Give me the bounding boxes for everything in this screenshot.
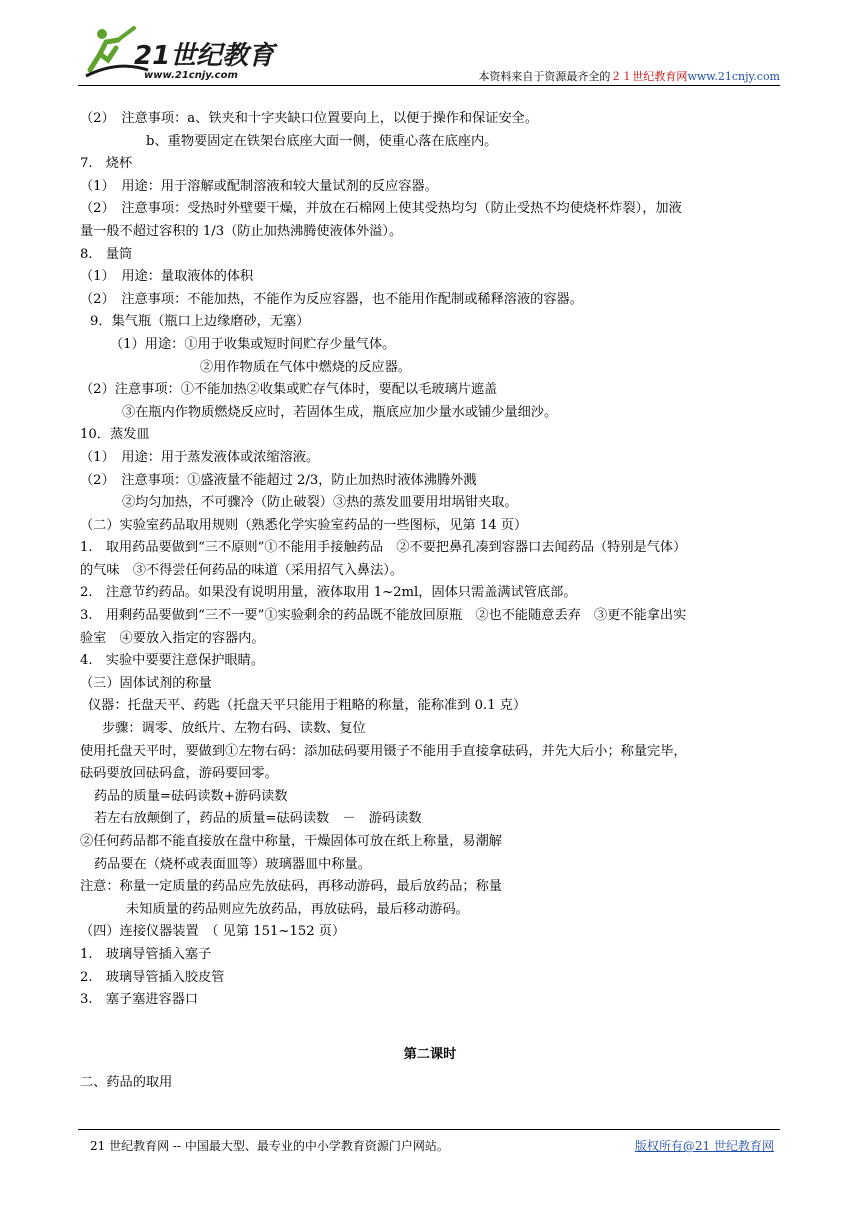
header-note: [478, 68, 780, 84]
text-line: （三）固体试剂的称量: [80, 675, 212, 691]
text-line: （2） 注意事项：受热时外壁要干燥，并放在石棉网上使其受热均匀（防止受热不均使烧杯炸裂），加液: [80, 201, 682, 217]
header-note-site[interactable]: www.21cnjy.com: [687, 70, 780, 83]
text-line: 药品的质量=砝码读数+游码读数: [94, 788, 288, 804]
copyright-link[interactable]: 版权所有@21 世纪教育网: [634, 1139, 774, 1153]
text-line: ③在瓶内作物质燃烧反应时，若固体生成，瓶底应加少量水或铺少量细沙。: [122, 404, 558, 420]
text-line: （2） 注意事项：不能加热，不能作为反应容器，也不能用作配制或稀释溶液的容器。: [80, 291, 583, 307]
text-line: （1） 用途：用于蒸发液体或浓缩溶液。: [80, 449, 320, 465]
section-title: 第二课时: [403, 1047, 457, 1062]
text-line: 3. 用剩药品要做到“三不一要”①实验剩余的药品既不能放回原瓶 ②也不能随意丢弃 ③更不能拿出实: [80, 608, 687, 624]
text-line: （1） 用途：用于溶解或配制溶液和较大量试剂的反应容器。: [80, 178, 438, 194]
text-line: 1. 取用药品要做到“三不原则”①不能用手接触药品 ②不要把鼻孔凑到容器口去闻药品（特别是气体）: [80, 540, 687, 556]
text-line: 1. 玻璃导管插入塞子: [80, 946, 212, 962]
text-line: 2. 注意节约药品。如果没有说明用量，液体取用 1~2ml，固体只需盖满试管底部。: [80, 585, 577, 601]
header-divider: [78, 85, 780, 86]
text-line: 仪器：托盘天平、药匙（托盘天平只能用于粗略的称量，能称准到 0.1 克）: [88, 698, 527, 714]
document-body: [80, 108, 780, 1012]
text-line: 4. 实验中要要注意保护眼睛。: [80, 653, 265, 669]
text-line: 二、药品的取用: [80, 1075, 173, 1090]
text-line: （2）注意事项：①不能加热②收集或贮存气体时，要配以毛玻璃片遮盖: [80, 382, 498, 398]
header-note-prefix: 本资料来自于资源最齐全的: [478, 70, 611, 83]
text-line: 量一般不超过容积的 1/3（防止加热沸腾使液体外溢）。: [80, 223, 403, 239]
page-header: [78, 20, 780, 92]
text-line: 使用托盘天平时，要做到①左物右码：添加砝码要用镊子不能用手直接拿砝码，并先大后小；称量完毕，: [80, 743, 687, 759]
text-line: 8. 量筒: [80, 246, 133, 262]
footer-text: 21 世纪教育网 -- 中国最大型、最专业的中小学教育资源门户网站。: [90, 1139, 449, 1153]
logo-text: 21世纪教育: [134, 41, 275, 71]
text-line: 砝码要放回砝码盒，游码要回零。: [80, 766, 278, 782]
text-line: 验室 ④要放入指定的容器内。: [80, 630, 265, 646]
text-line: ②任何药品都不能直接放在盘中称量，干燥固体可放在纸上称量，易潮解: [80, 834, 502, 849]
text-line: 注意：称量一定质量的药品应先放砝码，再移动游码，最后放药品；称量: [80, 879, 502, 895]
text-line: （二）实验室药品取用规则（熟悉化学实验室药品的一些图标，见第 14 页）: [80, 517, 528, 533]
logo-url: www.21cnjy.com: [144, 70, 238, 81]
text-line: 2. 玻璃导管插入胶皮管: [80, 969, 225, 985]
text-line: 的气味 ③不得尝任何药品的味道（采用招气入鼻法）。: [80, 562, 404, 578]
text-line: （四）连接仪器装置 （ 见第 151~152 页）: [80, 924, 346, 940]
text-line: ②用作物质在气体中燃烧的反应器。: [200, 359, 411, 375]
text-line: 7. 烧杯: [80, 156, 133, 172]
text-line: （1） 用途：量取液体的体积: [80, 269, 254, 285]
text-line: ②均匀加热，不可骤冷（防止破裂）③热的蒸发皿要用坩埚钳夹取。: [122, 495, 518, 511]
text-line: 药品要在（烧杯或表面皿等）玻璃器皿中称量。: [94, 856, 371, 872]
text-line: 9．集气瓶（瓶口上边缘磨砂，无塞）: [90, 314, 310, 330]
text-line: （2） 注意事项：a、铁夹和十字夹缺口位置要向上，以便于操作和保证安全。: [80, 111, 539, 126]
text-line: 10．蒸发皿: [80, 427, 150, 443]
text-line: 步骤：调零、放纸片、左物右码、读数、复位: [102, 721, 366, 737]
header-note-brand: ２１世纪教育网: [610, 70, 688, 83]
text-line: （1）用途：①用于收集或短时间贮存少量气体。: [110, 336, 396, 352]
logo-21cnjy: [78, 20, 278, 88]
text-line: （2） 注意事项：①盛液量不能超过 2/3，防止加热时液体沸腾外溅: [80, 472, 477, 488]
text-line: 3. 塞子塞进容器口: [80, 992, 199, 1008]
text-line: b、重物要固定在铁架台底座大面一侧，使重心落在底座内。: [146, 133, 498, 149]
text-line: 若左右放颠倒了，药品的质量=砝码读数 － 游码读数: [94, 811, 422, 827]
footer-divider: [78, 1129, 780, 1130]
text-line: 未知质量的药品则应先放药品，再放砝码，最后移动游码。: [126, 901, 469, 917]
